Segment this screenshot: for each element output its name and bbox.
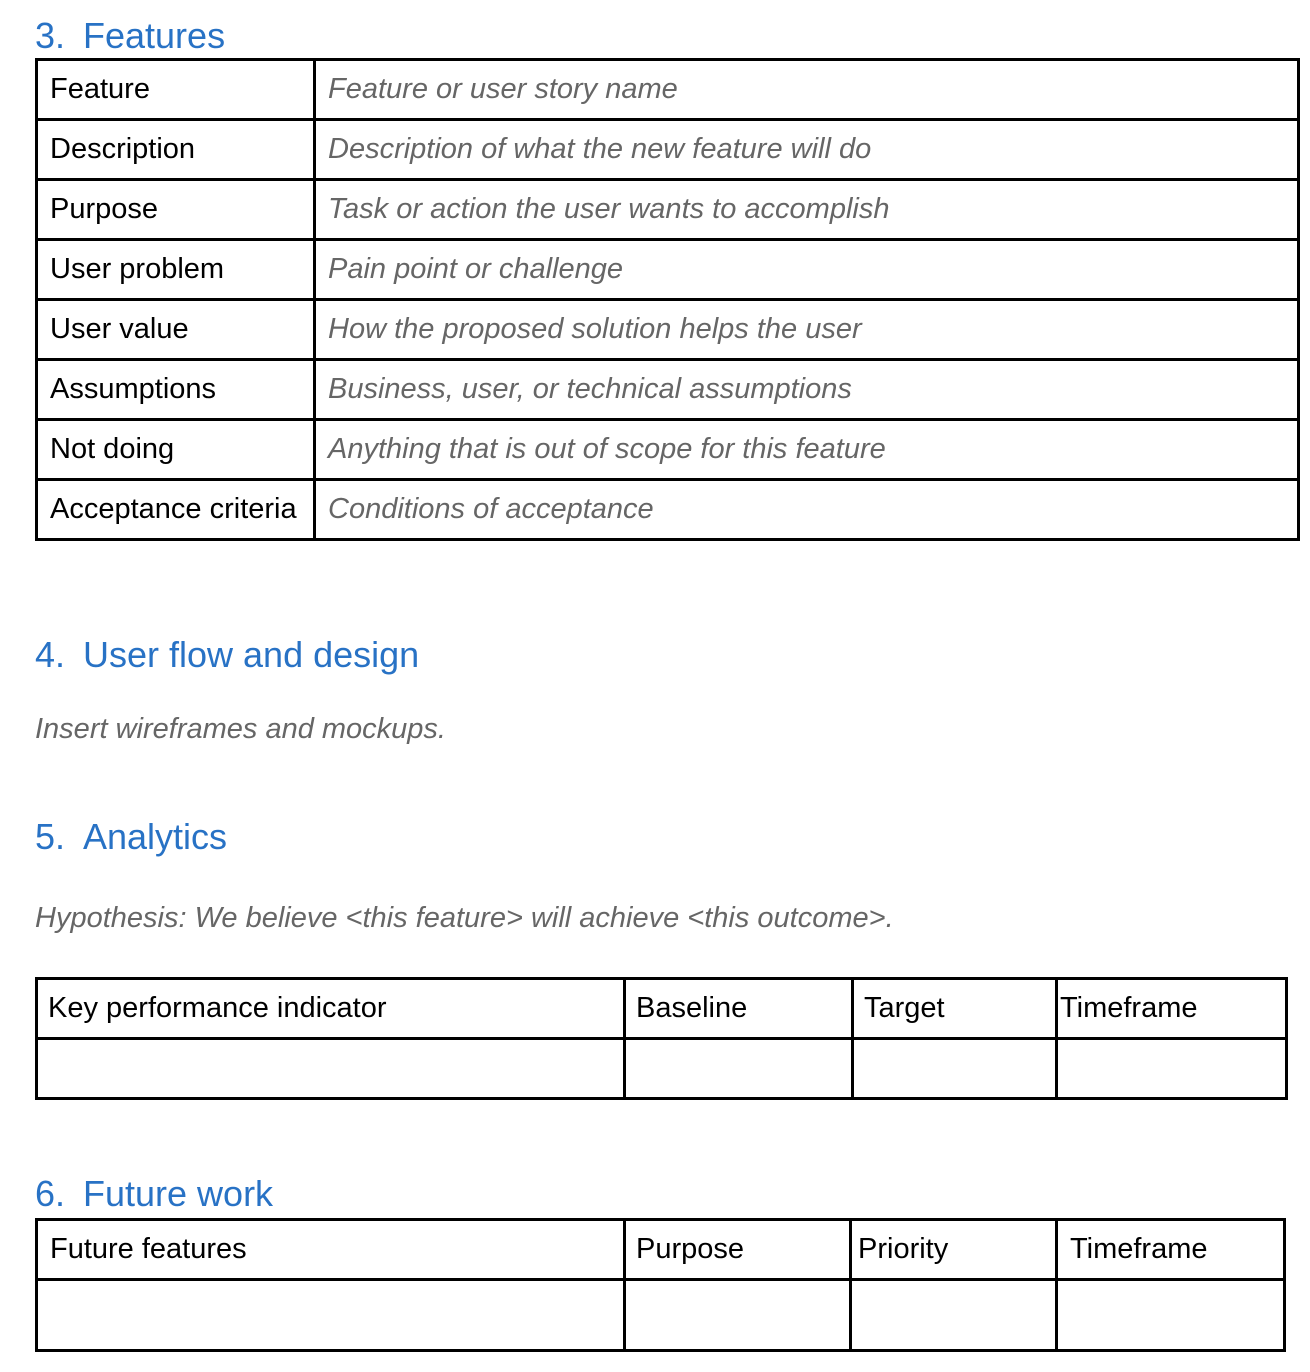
table-row (37, 420, 1299, 480)
table-cell[interactable] (1057, 1039, 1287, 1099)
row-label: Assumptions (37, 360, 315, 420)
row-label: Feature (37, 60, 315, 120)
table-row (37, 60, 1299, 120)
row-label: Acceptance criteria (37, 480, 315, 540)
future-work-heading (35, 1174, 273, 1214)
analytics-heading (35, 817, 227, 857)
table-row (37, 240, 1299, 300)
section-title: User flow and design (83, 634, 420, 675)
table-cell[interactable] (1057, 1280, 1285, 1351)
features-heading (35, 16, 225, 56)
table-row (37, 1039, 1287, 1099)
user-flow-heading (35, 635, 419, 675)
column-header: Timeframe (1057, 1220, 1285, 1280)
analytics-table (35, 977, 1288, 1100)
table-cell[interactable] (625, 1280, 851, 1351)
column-header: Future features (37, 1220, 625, 1280)
column-header: Key performance indicator (37, 979, 625, 1039)
table-header-row (37, 979, 1287, 1039)
table-row (37, 480, 1299, 540)
row-label: User value (37, 300, 315, 360)
table-cell[interactable] (851, 1280, 1057, 1351)
row-label: User problem (37, 240, 315, 300)
table-cell[interactable] (853, 1039, 1057, 1099)
section-number: 6. (35, 1173, 66, 1214)
row-value[interactable]: Feature or user story name (315, 60, 1299, 120)
section-number: 4. (35, 634, 66, 675)
table-cell[interactable] (37, 1280, 625, 1351)
column-header: Purpose (625, 1220, 851, 1280)
row-value[interactable]: How the proposed solution helps the user (315, 300, 1299, 360)
hypothesis-text[interactable]: Hypothesis: We believe <this feature> will achieve <this outcome>. (35, 902, 894, 934)
table-row (37, 120, 1299, 180)
user-flow-note[interactable]: Insert wireframes and mockups. (35, 713, 446, 745)
features-table (35, 58, 1300, 541)
table-cell[interactable] (625, 1039, 853, 1099)
row-value[interactable]: Description of what the new feature will do (315, 120, 1299, 180)
column-header: Baseline (625, 979, 853, 1039)
row-label: Description (37, 120, 315, 180)
column-header: Priority (851, 1220, 1057, 1280)
table-row (37, 1280, 1285, 1351)
future-work-table (35, 1218, 1286, 1352)
section-number: 5. (35, 816, 66, 857)
column-header: Timeframe (1057, 979, 1287, 1039)
row-value[interactable]: Business, user, or technical assumptions (315, 360, 1299, 420)
table-cell[interactable] (37, 1039, 625, 1099)
table-row (37, 180, 1299, 240)
section-title: Future work (83, 1173, 274, 1214)
section-title: Analytics (83, 816, 228, 857)
section-title: Features (83, 15, 226, 56)
row-value[interactable]: Task or action the user wants to accomplish (315, 180, 1299, 240)
row-value[interactable]: Conditions of acceptance (315, 480, 1299, 540)
table-row (37, 360, 1299, 420)
section-number: 3. (35, 15, 66, 56)
row-value[interactable]: Anything that is out of scope for this feature (315, 420, 1299, 480)
table-header-row (37, 1220, 1285, 1280)
row-label: Not doing (37, 420, 315, 480)
column-header: Target (853, 979, 1057, 1039)
table-row (37, 300, 1299, 360)
row-value[interactable]: Pain point or challenge (315, 240, 1299, 300)
row-label: Purpose (37, 180, 315, 240)
